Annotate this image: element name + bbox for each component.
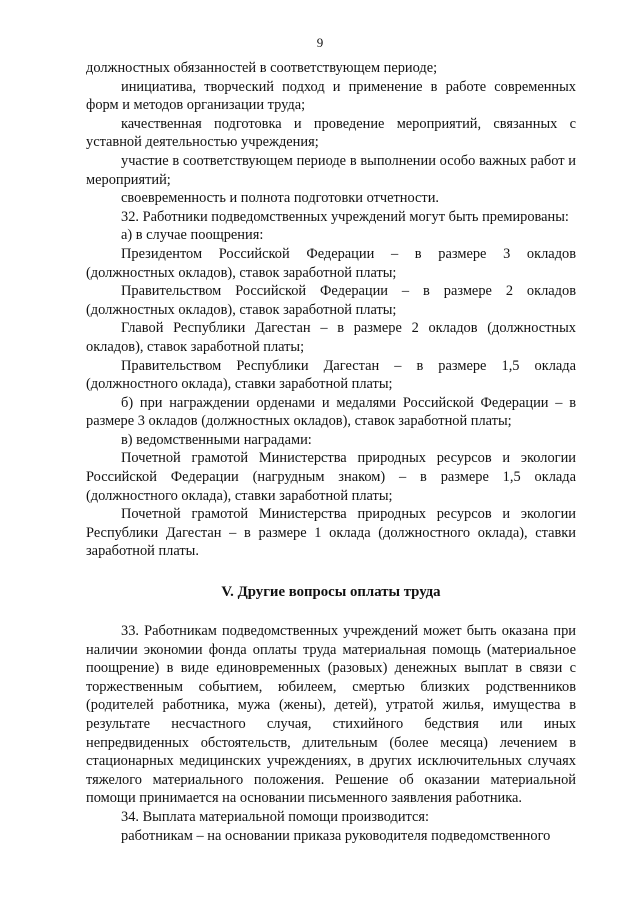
paragraph: Главой Республики Дагестан – в размере 2 окладов (должностных окладов), ставок заработной платы; bbox=[86, 320, 576, 355]
paragraphs-after-heading bbox=[86, 622, 576, 845]
paragraphs-before-heading bbox=[86, 59, 576, 561]
paragraph: Президентом Российской Федерации – в размере 3 окладов (должностных окладов), ставок заработной платы; bbox=[86, 245, 576, 281]
paragraph: своевременность и полнота подготовки отчетности. bbox=[121, 190, 440, 207]
paragraph: качественная подготовка и проведение мероприятий, связанных с уставной деятельностью учреждения; bbox=[86, 115, 576, 151]
paragraph: работникам – на основании приказа руководителя подведомственного bbox=[121, 827, 551, 844]
paragraph: Почетной грамотой Министерства природных ресурсов и экологии Республики Дагестан – в размере 1 оклада (должностного оклада), ставки заработной платы. bbox=[86, 506, 576, 560]
paragraph: в) ведомственными наградами: bbox=[121, 431, 312, 448]
paragraph: 33. Работникам подведомственных учреждений может быть оказана при наличии экономии фонда оплаты труда материальная помощь (материальное поощрение) в виде единовременных (разовых) денежных выплат в связи с торжественным событием, юбилеем, смертью близких родственников (родителей работника, мужа (жены), детей), утратой жилья, имущества в результате несчастного случая, стихийного бедствия или иных непредвиденных обстоятельств, длительным (более месяца) лечением в стационарных медицинских учреждениях, в других исключительных случаях тяжелого материального положения. Решение об оказании материальной помощи принимается на основании письменного заявления работника. bbox=[86, 623, 576, 807]
paragraph: 32. Работники подведомственных учреждений могут быть премированы: bbox=[121, 208, 569, 225]
paragraph: б) при награждении орденами и медалями Российской Федерации – в размере 3 окладов (должностных окладов), ставок заработной платы; bbox=[86, 394, 576, 430]
paragraph: Правительством Российской Федерации – в размере 2 окладов (должностных окладов), ставок заработной платы; bbox=[86, 283, 576, 318]
paragraph: Почетной грамотой Министерства природных ресурсов и экологии Российской Федерации (нагрудным знаком) – в размере 1,5 оклада (должностного оклада), ставки заработной платы; bbox=[86, 450, 576, 504]
paragraph: а) в случае поощрения: bbox=[121, 227, 264, 244]
document-body bbox=[86, 59, 576, 845]
paragraph: должностных обязанностей в соответствующем периоде; bbox=[86, 60, 438, 76]
paragraph: инициатива, творческий подход и применение в работе современных форм и методов организации труда; bbox=[86, 78, 576, 114]
paragraph: Правительством Республики Дагестан – в размере 1,5 оклада (должностного оклада), ставки заработной платы; bbox=[86, 357, 576, 393]
section-heading: V. Другие вопросы оплаты труда bbox=[221, 584, 441, 601]
paragraph: участие в соответствующем периоде в выполнении особо важных работ и мероприятий; bbox=[86, 152, 576, 188]
paragraph: 34. Выплата материальной помощи производится: bbox=[121, 808, 429, 825]
page-number: 9 bbox=[316, 35, 324, 50]
